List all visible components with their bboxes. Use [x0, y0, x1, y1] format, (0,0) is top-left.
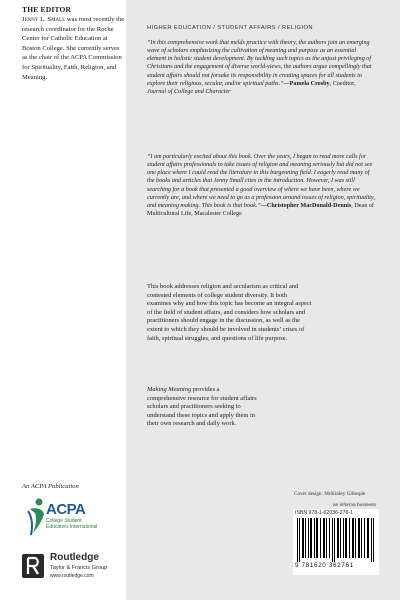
barcode	[293, 509, 379, 575]
quote-text: “I am particularly excited about this book. Over the years, I began to read more calls for student affairs professionals to take issues of religion and meaning seriously but did not see one place where I could read the literature in this burgeoning field. I eagerly read many of the books and articles that Jenny Small cites in the introduction. However, I was still searching for a book that presented a good overview of where we have been, where we currently are, and where we need to go as a profession around issues of religion, spirituality, and meaning making. This book is that book.”	[147, 154, 375, 209]
back-cover-left-column	[0, 0, 126, 600]
publisher-group: Taylor & Francis Group	[50, 565, 108, 571]
barcode-bars	[297, 518, 375, 562]
publication-note: An ACPA Publication	[22, 483, 79, 490]
endorsement-quote	[147, 39, 375, 96]
publisher-logo	[22, 552, 126, 582]
acpa-tagline	[46, 518, 97, 530]
editor-heading: THE EDITOR	[22, 5, 72, 14]
book-description-continued	[147, 386, 257, 429]
quote-attribution-name: —Christopher MacDonald-Dennis	[260, 202, 352, 209]
subject-header: HIGHER EDUCATION / STUDENT AFFAIRS / RELIGION	[147, 25, 313, 31]
acpa-tagline-line-1: College Student	[46, 518, 82, 524]
publisher-url: www.routledge.com	[50, 573, 94, 579]
quote-attribution-role: , Coeditor,	[329, 80, 356, 87]
isbn-label: ISBN 978-1-62036-276-1	[295, 510, 353, 516]
cover-design-credit: Cover design: McKinley Gillespie	[294, 491, 366, 497]
acpa-figure-icon	[26, 497, 48, 537]
barcode-number: 9 781620 362761	[295, 562, 354, 569]
acpa-tagline-line-2: Educators International	[46, 524, 98, 530]
editor-bio-text: was most recently the research coordinator for the Roche Center for Catholic Education at Boston College. She currently serves as the chair of the ACPA Commission for Spirituality, Faith, Religion, and Meaning.	[22, 16, 125, 81]
quote-attribution-publication: Journal of College and Character	[147, 88, 231, 95]
book-description-rest: provides a comprehensive resource for student affairs scholars and practitioners seeking to understand these topics and apply them in their own research and daily work.	[147, 386, 257, 428]
book-title: Making Meaning	[147, 386, 192, 393]
editor-bio	[22, 15, 126, 82]
editor-name: Jenny L. Small	[22, 16, 66, 23]
quote-attribution-name: —Pamela Crosby	[283, 80, 330, 87]
publisher-name: Routledge	[50, 552, 99, 563]
quote-attribution-role: , Dean of Multicultural Life, Macalester College	[147, 202, 374, 218]
book-description: This book addresses religion and secularism as critical and contested elements of college student diversity. It both examines why and how this topic has become an integral aspect of the field of student affairs, and considers how scholars and practitioners should engage in the discussion, as well as the extent to which they should be involved in students’ crises of faith, spiritual struggles, and questions of life purpose.	[147, 283, 312, 342]
informa-note: an informa business	[333, 503, 376, 508]
acpa-logo	[26, 497, 118, 539]
quote-text: “In this comprehensive work that melds practice with theory, the authors join an emerging wave of scholars emphasizing the cultivation of meaning and purpose as an essential element in holistic student development. By tackling such topics as the unjust privileging of Christians and the engagement of diverse world-views, the authors argue compellingly that student affairs should not forsake its responsibility in creating spaces for all students to explore their religious, secular, and/or spiritual paths.”	[147, 40, 372, 87]
acpa-wordmark: ACPA	[46, 501, 86, 518]
endorsement-quote	[147, 153, 375, 218]
routledge-r-icon	[22, 554, 44, 578]
